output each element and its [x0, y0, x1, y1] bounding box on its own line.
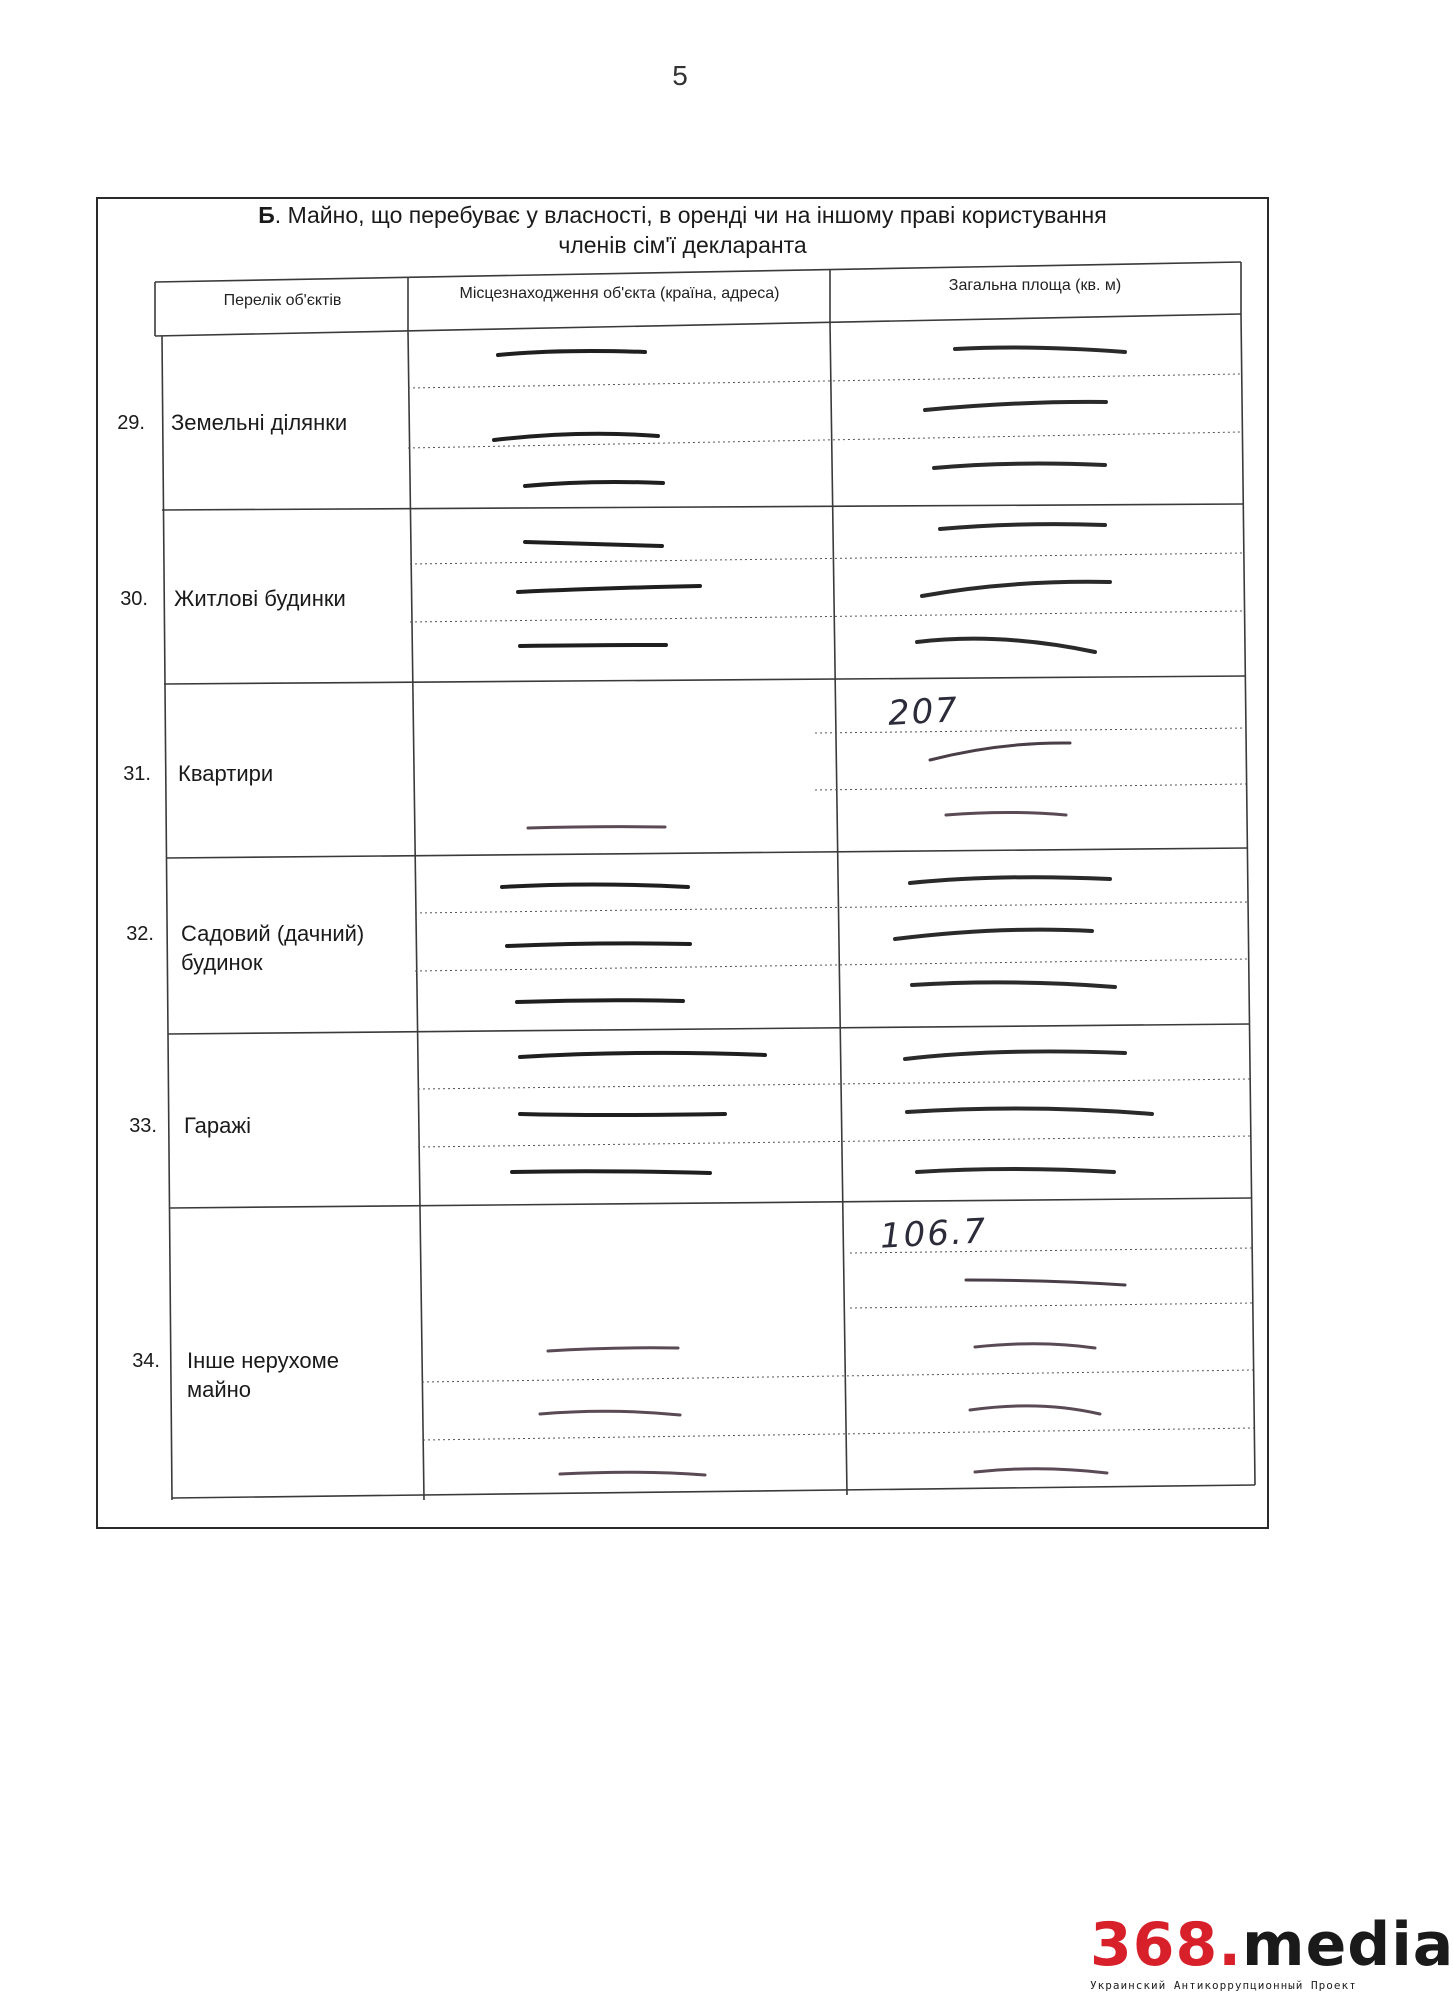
column-header-location: Місцезнаходження об'єкта (країна, адреса) — [459, 285, 780, 302]
row-number: 33. — [129, 1115, 157, 1137]
row-number: 32. — [126, 923, 154, 945]
watermark-tagline: Украинский Антикоррупционный Проект — [1090, 1979, 1357, 1992]
section-prefix: Б — [258, 202, 275, 228]
watermark-word: media — [1242, 1910, 1454, 1980]
area-dashes — [895, 348, 1152, 1473]
column-header-area: Загальна площа (кв. м) — [948, 277, 1122, 294]
section-title-line2: членів сім'ї декларанта — [558, 232, 807, 258]
row-number: 31. — [123, 763, 151, 785]
handwritten-other-area: 106.7 — [879, 1211, 989, 1257]
row-number: 29. — [117, 412, 145, 434]
watermark-dot: . — [1218, 1910, 1243, 1980]
row-label: Садовий (дачний) будинок — [181, 921, 365, 975]
handwritten-apartment-area: 207 — [887, 690, 960, 734]
section-title-line1: . Майно, що перебуває у власності, в оренді чи на іншому праві користування — [274, 202, 1107, 228]
row-number: 34. — [132, 1350, 160, 1372]
row-number: 30. — [120, 588, 148, 610]
row-label: Квартири — [178, 761, 274, 786]
row-label: Житлові будинки — [174, 586, 346, 611]
page-number: 5 — [672, 60, 688, 91]
row-label: Земельні ділянки — [171, 410, 348, 435]
row-label: Інше нерухоме майно — [187, 1348, 339, 1402]
row-label: Гаражі — [184, 1113, 251, 1138]
location-dashes — [494, 351, 765, 1475]
watermark-number: 368 — [1090, 1910, 1219, 1980]
column-header-objects: Перелік об'єктів — [223, 292, 342, 309]
watermark-logo — [1090, 1910, 1454, 1992]
